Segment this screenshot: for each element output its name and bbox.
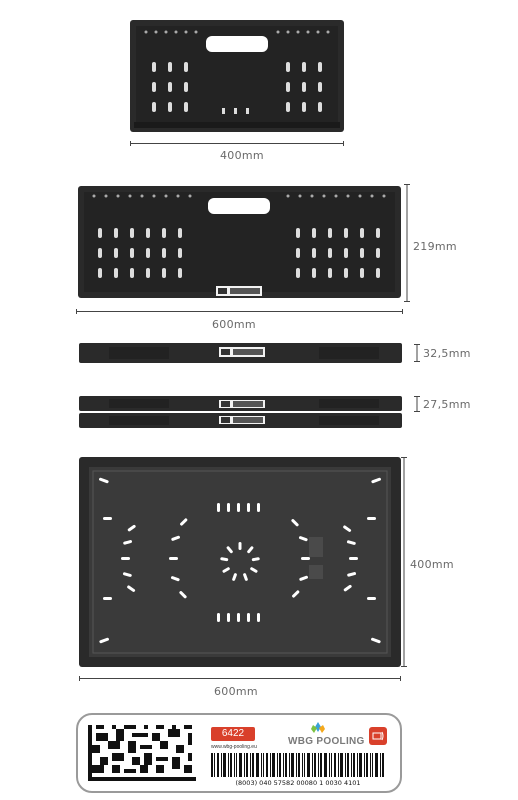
crate-folded-stacked-view	[79, 396, 402, 428]
barcode	[211, 753, 385, 777]
label-number: 6422	[221, 728, 245, 739]
dimension-label-folded-one: 32,5mm	[423, 347, 471, 360]
dimension-line-bottom-width	[79, 676, 401, 681]
dimension-line-side-width	[76, 309, 403, 314]
wbg-logo-icon	[310, 721, 326, 735]
rfid-icon	[369, 727, 387, 745]
dimension-label-side-width: 600mm	[212, 318, 256, 331]
barcode-text: (8003) 040 57582 00080 1 0030 4101	[235, 779, 361, 787]
dimension-label-side-height: 219mm	[413, 240, 457, 253]
dimension-label-top-width: 400mm	[220, 149, 264, 162]
crate-folded-single-drawing	[79, 343, 402, 363]
crate-short-side-view	[126, 18, 348, 136]
datamatrix-code	[88, 725, 196, 781]
label-url: www.wbg-pooling.eu	[211, 744, 257, 750]
dimension-line-folded-one	[414, 344, 420, 362]
crate-folded-single-view	[79, 343, 402, 363]
dimension-line-top-width	[130, 141, 344, 146]
dimension-line-side-height	[404, 184, 410, 302]
crate-folded-stacked-drawing	[79, 396, 402, 428]
dimension-label-bottom-height: 400mm	[410, 558, 454, 571]
dimension-line-folded-two	[414, 396, 420, 412]
pooling-label-card	[76, 713, 402, 793]
crate-long-side-view	[76, 184, 403, 302]
crate-bottom-view	[79, 457, 401, 667]
crate-long-side-drawing	[76, 184, 403, 302]
dimension-label-bottom-width: 600mm	[214, 685, 258, 698]
dimension-label-folded-two: 27,5mm	[423, 398, 471, 411]
dimension-line-bottom-height	[401, 457, 407, 667]
label-number-badge	[211, 727, 255, 741]
crate-bottom-drawing	[79, 457, 401, 667]
crate-short-side-drawing	[126, 18, 348, 136]
label-brand: WBG POOLING	[288, 736, 365, 747]
